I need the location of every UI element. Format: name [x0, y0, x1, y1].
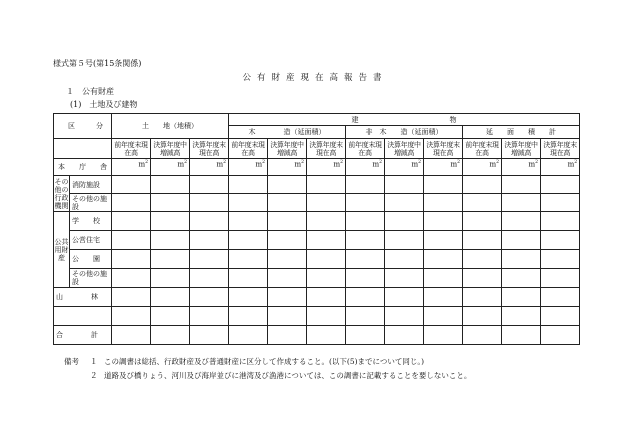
unit-cell: $m^2$	[307, 159, 346, 176]
unit-cell: $m^2$	[502, 159, 541, 176]
form-number: 様式第５号(第15条関係)	[53, 59, 142, 68]
table-row	[54, 307, 580, 326]
unit-cell: $m^2$	[190, 159, 229, 176]
header-building: 建 物	[229, 114, 580, 126]
row-group-public: 公共用財産	[54, 212, 70, 288]
unit-cell: $m^2$	[112, 159, 151, 176]
subheader-end: 決算年度末現在高	[190, 139, 229, 159]
unit-cell: $m^2$	[151, 159, 190, 176]
row-group-other-org: その他の行政機関	[54, 177, 69, 210]
note-text: 道路及び橋りょう、河川及び海岸並びに港湾及び漁港については、この調書に記載することを要しないこと。	[104, 371, 472, 380]
row-label-forest: 山 林	[54, 288, 112, 307]
note-text: この調書は総括、行政財産及び普通財産に区分して作成すること。(以下(5)までについて同じ。)	[104, 357, 425, 366]
table-row	[54, 159, 580, 176]
subheader-prev: 前年度末現在高	[229, 139, 268, 159]
header-wood: 木 造（延面積）	[229, 126, 346, 139]
unit-cell: $m^2$	[229, 159, 268, 176]
table-row	[54, 326, 580, 345]
row-label-housing: 公営住宅	[70, 231, 112, 250]
header-total-area: 延 面 積 計	[463, 126, 580, 139]
subheader-end: 決算年度末現在高	[424, 139, 463, 159]
row-label-other-facility: その他の施設	[70, 269, 112, 288]
section-heading: １ 公有財産	[66, 87, 114, 96]
table-row	[54, 231, 580, 250]
subheader-change: 決算年度中増減高	[502, 139, 541, 159]
assets-table	[53, 113, 580, 345]
table-row	[54, 269, 580, 288]
row-label-fire: 消防施設	[70, 176, 112, 194]
subheader-change: 決算年度中増減高	[268, 139, 307, 159]
subsection-heading: (1) 土地及び建物	[70, 100, 138, 109]
notes-label: 備考	[64, 357, 79, 366]
subheader-end: 決算年度末現在高	[307, 139, 346, 159]
row-label-other-facility: その他の施設	[70, 194, 112, 212]
note-number: ２	[90, 371, 98, 380]
table-row	[54, 212, 580, 231]
header-blank	[54, 139, 112, 159]
unit-cell: $m^2$	[268, 159, 307, 176]
subheader-prev: 前年度末現在高	[346, 139, 385, 159]
table-row	[54, 176, 580, 194]
subheader-prev: 前年度末現在高	[112, 139, 151, 159]
header-category: 区 分	[54, 114, 112, 139]
page-title: 公有財産現在高報告書	[242, 73, 388, 83]
header-nonwood: 非 木 造（延面積）	[346, 126, 463, 139]
subheader-change: 決算年度中増減高	[385, 139, 424, 159]
unit-cell: $m^2$	[541, 159, 580, 176]
subheader-end: 決算年度末現在高	[541, 139, 580, 159]
subheader-change: 決算年度中増減高	[151, 139, 190, 159]
table-row	[54, 194, 580, 212]
row-label-school: 学 校	[70, 212, 112, 231]
header-land: 土 地（地積）	[112, 114, 229, 139]
subheader-prev: 前年度末現在高	[463, 139, 502, 159]
unit-cell: $m^2$	[346, 159, 385, 176]
row-label-honchosha: 本 庁 舎	[54, 159, 112, 176]
notes	[64, 355, 471, 383]
unit-cell: $m^2$	[385, 159, 424, 176]
table-row	[54, 250, 580, 269]
row-label-total: 合 計	[54, 326, 112, 345]
unit-cell: $m^2$	[463, 159, 502, 176]
note-number: １	[90, 357, 98, 366]
table-row	[54, 288, 580, 307]
unit-cell: $m^2$	[424, 159, 463, 176]
row-label-park: 公 園	[70, 250, 112, 269]
